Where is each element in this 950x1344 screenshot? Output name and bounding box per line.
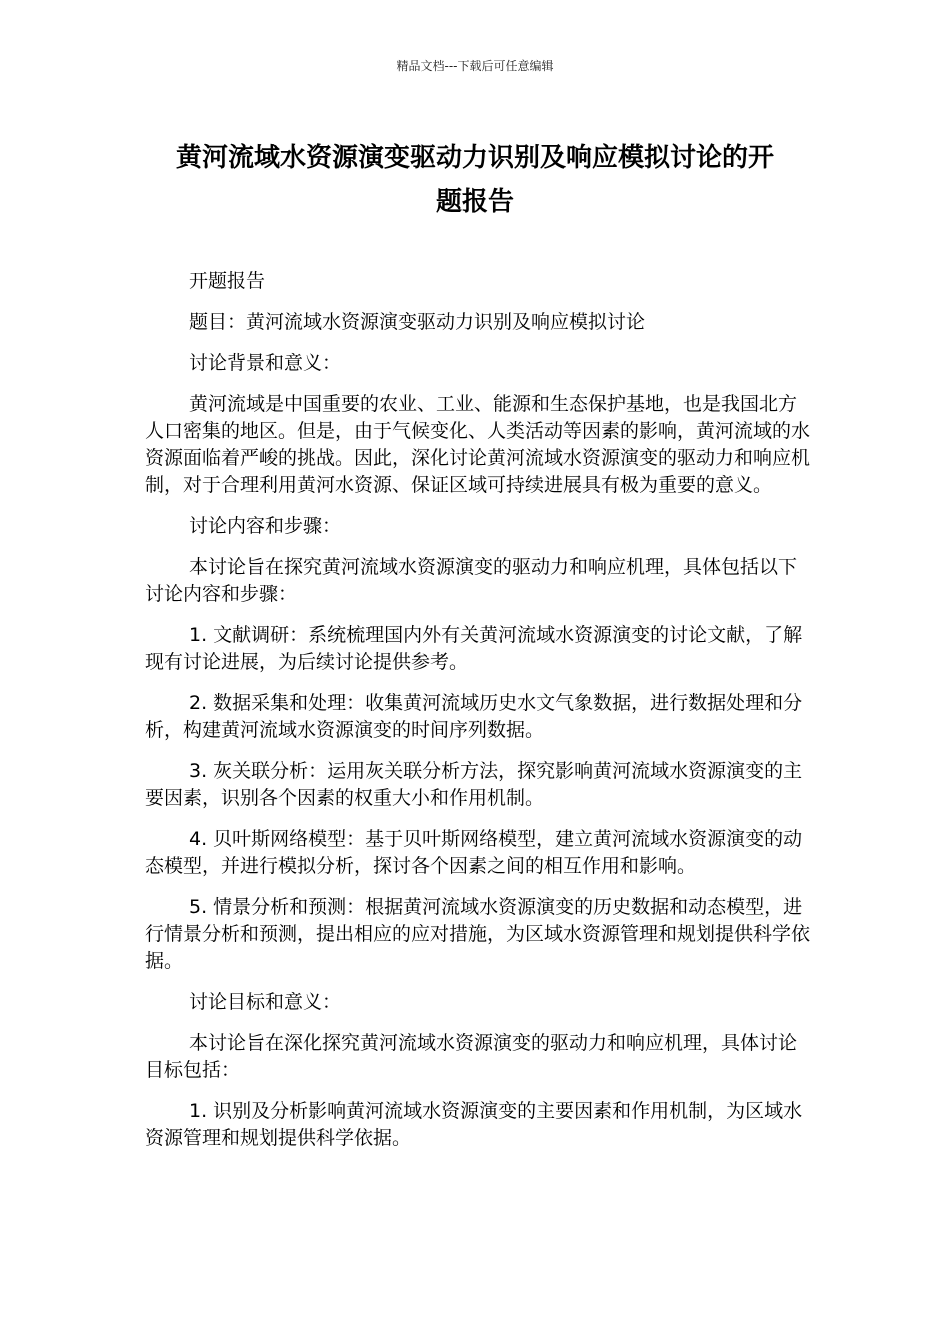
step-item-scenario-analysis: 5. 情景分析和预测：根据黄河流域水资源演变的历史数据和动态模型，进行情景分析和预测，提出相应的应对措施，为区域水资源管理和规划提供科学依据。 (145, 896, 811, 972)
section-heading-background: 讨论背景和意义： (189, 352, 342, 374)
step-item-grey-relational: 3. 灰关联分析：运用灰关联分析方法，探究影响黄河流域水资源演变的主要因素，识别各个因素的权重大小和作用机制。 (145, 760, 803, 809)
background-paragraph: 黄河流域是中国重要的农业、工业、能源和生态保护基地，也是我国北方人口密集的地区。但是，由于气候变化、人类活动等因素的影响，黄河流域的水资源面临着严峻的挑战。因此，深化讨论黄河流域水资源演变的驱动力和响应机制，对于合理利用黄河水资源、保证区域可持续进展具有极为重要的意义。 (145, 393, 811, 496)
document-body (145, 268, 810, 1166)
section-label-report: 开题报告 (189, 270, 266, 292)
topic-line: 题目：黄河流域水资源演变驱动力识别及响应模拟讨论 (189, 311, 646, 333)
document-title (140, 136, 810, 224)
step-item-data-collection: 2. 数据采集和处理：收集黄河流域历史水文气象数据，进行数据处理和分析，构建黄河流域水资源演变的时间序列数据。 (145, 692, 803, 741)
step-item-bayesian-network: 4. 贝叶斯网络模型：基于贝叶斯网络模型，建立黄河流域水资源演变的动态模型，并进行模拟分析，探讨各个因素之间的相互作用和影响。 (145, 828, 803, 877)
document-title-line-1: 黄河流域水资源演变驱动力识别及响应模拟讨论的开 (175, 143, 774, 173)
page-header-note: 精品文档---下载后可任意编辑 (396, 59, 554, 73)
step-item-literature: 1. 文献调研：系统梳理国内外有关黄河流域水资源演变的讨论文献，了解现有讨论进展，为后续讨论提供参考。 (145, 624, 803, 673)
section-heading-content-steps: 讨论内容和步骤： (189, 515, 342, 537)
document-title-line-2: 题报告 (435, 187, 514, 217)
section-heading-goals: 讨论目标和意义： (189, 991, 342, 1013)
goals-intro-paragraph: 本讨论旨在深化探究黄河流域水资源演变的驱动力和响应机理，具体讨论目标包括： (145, 1032, 798, 1081)
goal-item-1: 1. 识别及分析影响黄河流域水资源演变的主要因素和作用机制，为区域水资源管理和规划提供科学依据。 (145, 1100, 803, 1149)
content-intro-paragraph: 本讨论旨在探究黄河流域水资源演变的驱动力和响应机理，具体包括以下讨论内容和步骤： (145, 556, 798, 605)
